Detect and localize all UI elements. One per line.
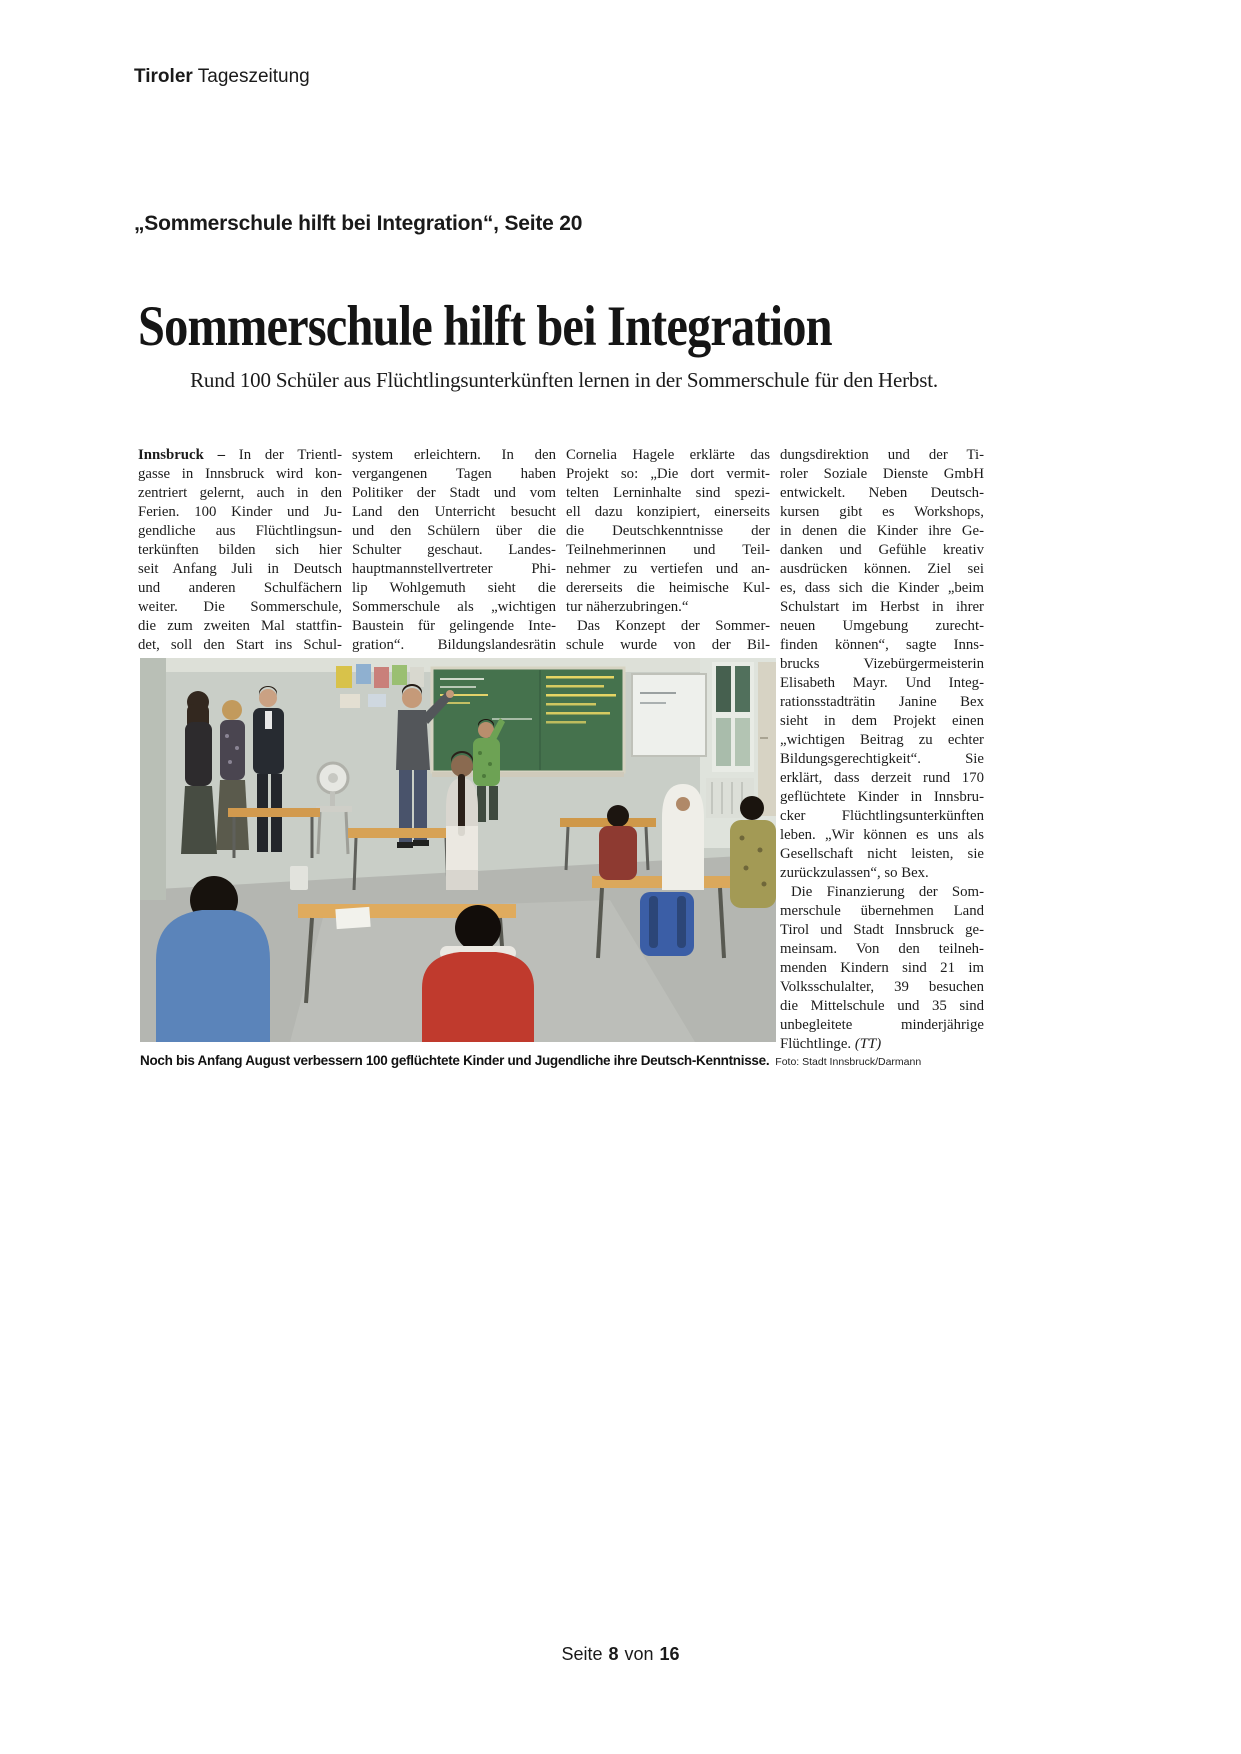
body-text-line: seit Anfang Juli in Deutsch	[138, 561, 342, 577]
body-text-line: merschule übernehmen Land	[780, 903, 984, 919]
body-text-line: finden können“, sagte Inns-	[780, 637, 984, 653]
body-text-line: dungsdirektion und der Ti-	[780, 447, 984, 463]
body-text-line: entwickelt. Neben Deutsch-	[780, 485, 984, 501]
body-text-line: Projekt so: „Die dort vermit-	[566, 466, 770, 482]
body-text-line: roler Soziale Dienste GmbH	[780, 466, 984, 482]
body-text-line: Schulter geschaut. Landes-	[352, 542, 556, 558]
photo-caption	[140, 1052, 1000, 1070]
body-text-line: weiter. Die Sommerschule,	[138, 599, 342, 615]
body-text-line: Volksschulalter, 39 besuchen	[780, 979, 984, 995]
door	[758, 662, 776, 816]
masthead-brand-bold: Tiroler	[134, 66, 193, 87]
body-text-line: neuen Umgebung zurecht-	[780, 618, 984, 634]
body-text-line: sieht in dem Projekt einen	[780, 713, 984, 729]
body-text-line: cker Flüchtlingsunterkünften	[780, 808, 984, 824]
footer-label-page: Seite	[561, 1644, 603, 1664]
body-text-line: es, dass sich die Kinder „beim	[780, 580, 984, 596]
footer-label-of: von	[624, 1644, 654, 1664]
window	[706, 662, 754, 818]
body-text-line: „wichtigen Beitrag zu echter	[780, 732, 984, 748]
body-text-line: lip Wohlgemuth sieht die	[352, 580, 556, 596]
body-text-line: Tirol und Stadt Innsbruck ge-	[780, 922, 984, 938]
body-text-line: system erleichtern. In den	[352, 447, 556, 463]
body-text-line: in denen die Kinder ihre Ge-	[780, 523, 984, 539]
body-text-line: menden Kindern sind 21 im	[780, 960, 984, 976]
body-text-line: danken und Gefühle kreativ	[780, 542, 984, 558]
body-text-line: geflüchtete Kinder in Innsbru-	[780, 789, 984, 805]
body-text-line: erklärt, dass derzeit rund 170	[780, 770, 984, 786]
pupil-white-headscarf	[662, 784, 704, 890]
body-text-line: det, soll den Start ins Schul-	[138, 637, 342, 653]
body-text-line: Ferien. 100 Kinder und Ju-	[138, 504, 342, 520]
body-text-line: hauptmannstellvertreter Phi-	[352, 561, 556, 577]
masthead-brand-regular: Tageszeitung	[197, 66, 310, 87]
body-text-line: schule wurde von der Bil-	[566, 637, 770, 653]
page-footer	[0, 1644, 1241, 1665]
body-text-line: die Mittelschule und 35 sind	[780, 998, 984, 1014]
body-text-line: Land den Unterricht besucht	[352, 504, 556, 520]
article-column-3	[566, 446, 770, 655]
body-text-line: nehmer zu vertiefen und an-	[566, 561, 770, 577]
body-text-line: terkünften bilden sich hier	[138, 542, 342, 558]
body-text-line: ausdrücken können. Ziel sei	[780, 561, 984, 577]
article-photo	[140, 658, 776, 1042]
body-text-line: und den Schülern über die	[352, 523, 556, 539]
footer-page-number: 8	[608, 1644, 619, 1664]
article-column-2	[352, 446, 556, 655]
body-text-line: zurückzulassen“, so Bex.	[780, 865, 929, 881]
photo-caption-text: Noch bis Anfang August verbessern 100 geflüchtete Kinder und Jugendliche ihre Deutsch-Kenntnisse.	[140, 1053, 770, 1068]
toc-reference-line: „Sommerschule hilft bei Integration“, Seite 20	[134, 212, 583, 235]
body-text-line: Cornelia Hagele erklärte das	[566, 447, 770, 463]
body-text-line: meinsam. Von den teilneh-	[780, 941, 984, 957]
body-text-line: Die Finanzierung der Som-	[791, 884, 984, 900]
body-text-line: brucks Vizebürgermeisterin	[780, 656, 984, 672]
body-text-line: tur näherzubringen.“	[566, 599, 689, 615]
article-column-4	[780, 446, 984, 1054]
whiteboard	[632, 674, 706, 756]
body-text-line: leben. „Wir können es uns als	[780, 827, 984, 843]
body-text-line: zentriert gelernt, auch in den	[138, 485, 342, 501]
body-text-line: Flüchtlinge. (TT)	[780, 1036, 882, 1052]
body-text-line: Baustein für gelingende Inte-	[352, 618, 556, 634]
body-text-line: rationsstadträtin Janine Bex	[780, 694, 984, 710]
body-text-line: dererseits die heimische Kul-	[566, 580, 770, 596]
body-text-line: unbegleitete minderjährige	[780, 1017, 984, 1033]
body-text-line: Elisabeth Mayr. Und Integ-	[780, 675, 984, 691]
body-text-line: Sommerschule als „wichtigen	[352, 599, 556, 615]
body-text-line: Gesellschaft nicht leisten, sie	[780, 846, 984, 862]
photo-credit: Foto: Stadt Innsbruck/Darmann	[775, 1056, 922, 1068]
masthead	[134, 66, 310, 88]
body-text-line: Bildungsgerechtigkeit“. Sie	[780, 751, 984, 767]
body-text-line: gration“. Bildungslandesrätin	[352, 637, 556, 653]
body-text-line: und anderen Schulfächern	[138, 580, 342, 596]
body-text-line: Innsbruck – In der Trientl-	[138, 447, 342, 463]
body-text-line: Das Konzept der Sommer-	[577, 618, 770, 634]
body-text-line: ell dazu konzipiert, einerseits	[566, 504, 770, 520]
body-text-line: die Deutschkenntnisse der	[566, 523, 770, 539]
article-column-1	[138, 446, 342, 655]
body-text-line: Politiker der Stadt und vom	[352, 485, 556, 501]
body-text-line: gasse in Innsbruck wird kon-	[138, 466, 342, 482]
body-text-line: Schulstart im Herbst in ihrer	[780, 599, 984, 615]
article-subheadline: Rund 100 Schüler aus Flüchtlingsunterkünften lernen in der Sommerschule für den Herbst.	[190, 368, 938, 392]
body-text-line: kursen gibt es Workshops,	[780, 504, 984, 520]
blue-backpack	[640, 892, 694, 956]
body-text-line: die zum zweiten Mal stattfin-	[138, 618, 342, 634]
body-text-line: vergangenen Tagen haben	[352, 466, 556, 482]
body-text-line: Teilnehmerinnen und Teil-	[566, 542, 770, 558]
article-headline: Sommerschule hilft bei Integration	[138, 295, 832, 358]
body-text-line: telten Lerninhalte sind spezi-	[566, 485, 770, 501]
footer-page-total: 16	[659, 1644, 680, 1664]
classroom-photo-illustration	[140, 658, 776, 1042]
body-text-line: gendliche aus Flüchtlingsun-	[138, 523, 342, 539]
